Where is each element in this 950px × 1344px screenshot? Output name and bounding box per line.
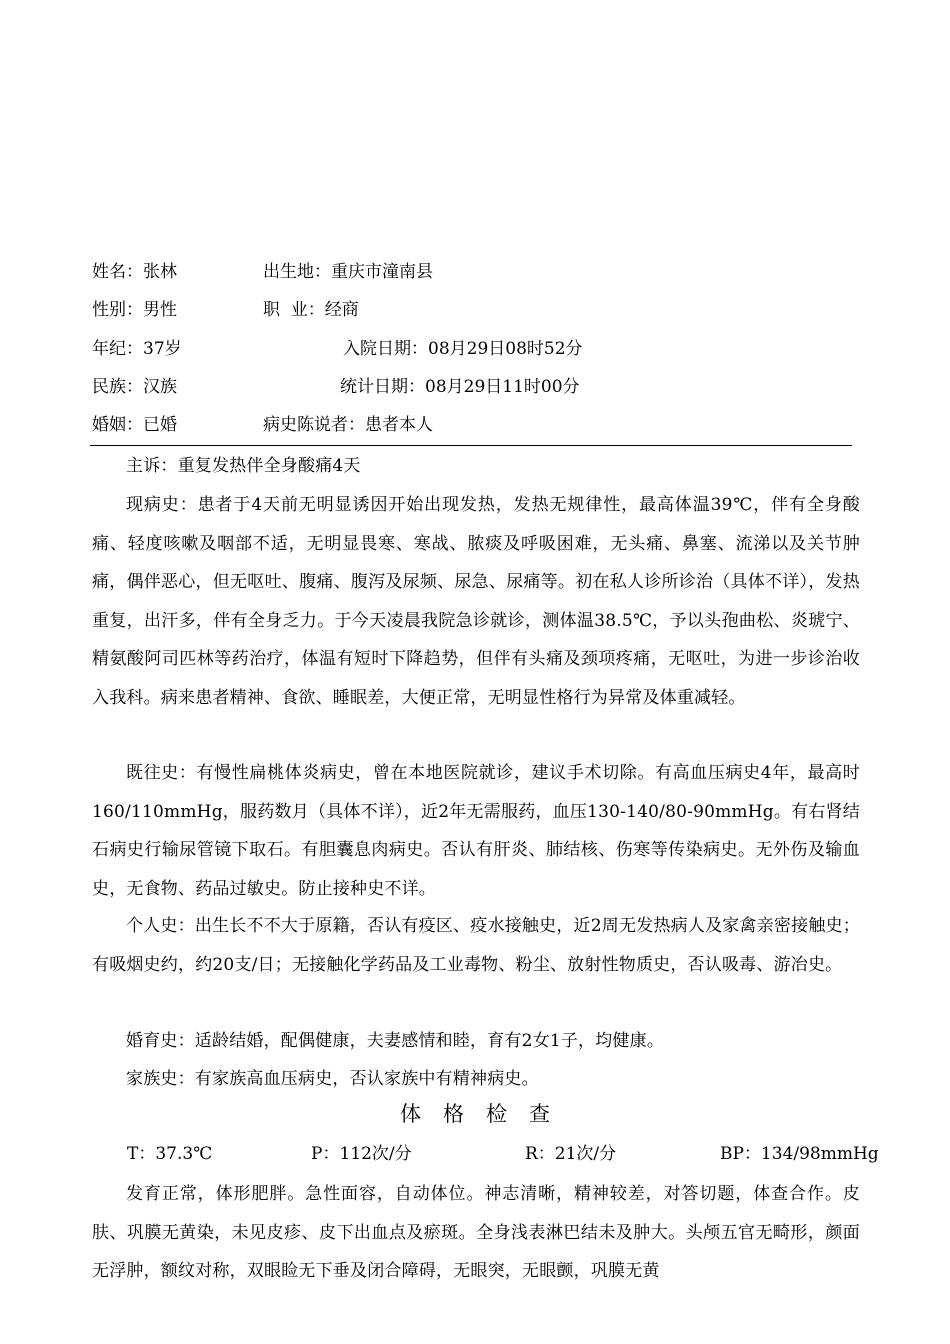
general-exam: 发育正常，体形肥胖。急性面容，自动体位。神志清晰，精神较差，对答切题，体查合作。皮肤、巩膜无黄染，未见皮疹、皮下出血点及瘀斑。全身浅表淋巴结未及肿大。头颅五官无畸形，颜面无浮肿，额纹对称，双眼睑无下垂及闭合障碍，无眼突，无眼颤，巩膜无黄: [92, 1184, 860, 1281]
patient-gender: 性别：男性: [92, 300, 177, 320]
vital-blood-pressure: BP：134/98mmHg: [720, 1144, 879, 1164]
patient-occupation: 职 业：经商: [263, 300, 359, 320]
patient-ethnicity: 民族：汉族: [92, 377, 177, 397]
record-date: 统计日期：08月29日11时00分: [340, 377, 580, 397]
vital-respiration: R：21次/分: [525, 1144, 617, 1164]
physical-exam-title: 体格检查: [400, 1102, 572, 1126]
patient-birthplace: 出生地：重庆市潼南县: [263, 262, 433, 282]
header-divider: [90, 445, 852, 446]
marriage-history: 婚育史：适龄结婚，配偶健康，夫妻感情和睦，育有2女1子，均健康。: [126, 1031, 665, 1051]
vital-pulse: P：112次/分: [311, 1144, 412, 1164]
history-informant: 病史陈说者：患者本人: [263, 415, 433, 435]
vital-temperature: T：37.3℃: [127, 1144, 213, 1164]
patient-marital: 婚姻：已婚: [92, 415, 177, 435]
patient-age: 年纪：37岁: [92, 339, 182, 359]
patient-name: 姓名：张林: [92, 262, 177, 282]
personal-history: 个人史：出生长不不大于原籍，否认有疫区、疫水接触史，近2周无发热病人及家禽亲密接触史；有吸烟史约，约20支/日；无接触化学药品及工业毒物、粉尘、放射性物质史，否认吸毒、游冶史。: [92, 916, 860, 975]
present-illness: 现病史：患者于4天前无明显诱因开始出现发热，发热无规律性，最高体温39℃，伴有全身酸痛、轻度咳嗽及咽部不适，无明显畏寒、寒战、脓痰及呼吸困难，无头痛、鼻塞、流涕以及关节肿痛，偶伴恶心，但无呕吐、腹痛、腹泻及尿频、尿急、尿痛等。初在私人诊所诊治（具体不详），发热重复，出汗多，伴有全身乏力。于今天凌晨我院急诊就诊，测体温38.5℃，予以头孢曲松、炎琥宁、精氨酸阿司匹林等药治疗，体温有短时下降趋势，但伴有头痛及颈项疼痛，无呕吐，为进一步诊治收入我科。病来患者精神、食欲、睡眠差，大便正常，无明显性格行为异常及体重减轻。: [92, 495, 860, 708]
admission-date: 入院日期：08月29日08时52分: [343, 339, 583, 359]
vital-signs-row: [0, 1137, 950, 1171]
family-history: 家族史：有家族高血压病史，否认家族中有精神病史。: [126, 1069, 539, 1089]
chief-complaint: 主诉：重复发热伴全身酸痛4天: [126, 456, 361, 476]
past-history: 既往史：有慢性扁桃体炎病史，曾在本地医院就诊，建议手术切除。有高血压病史4年，最高时160/110mmHg，服药数月（具体不详），近2年无需服药，血压130-140/80-90mmHg。有右肾结石病史行输尿管镜下取石。有胆囊息肉病史。否认有肝炎、肺结核、伤寒等传染病史。无外伤及输血史，无食物、药品过敏史。防止接种史不详。: [92, 763, 860, 899]
